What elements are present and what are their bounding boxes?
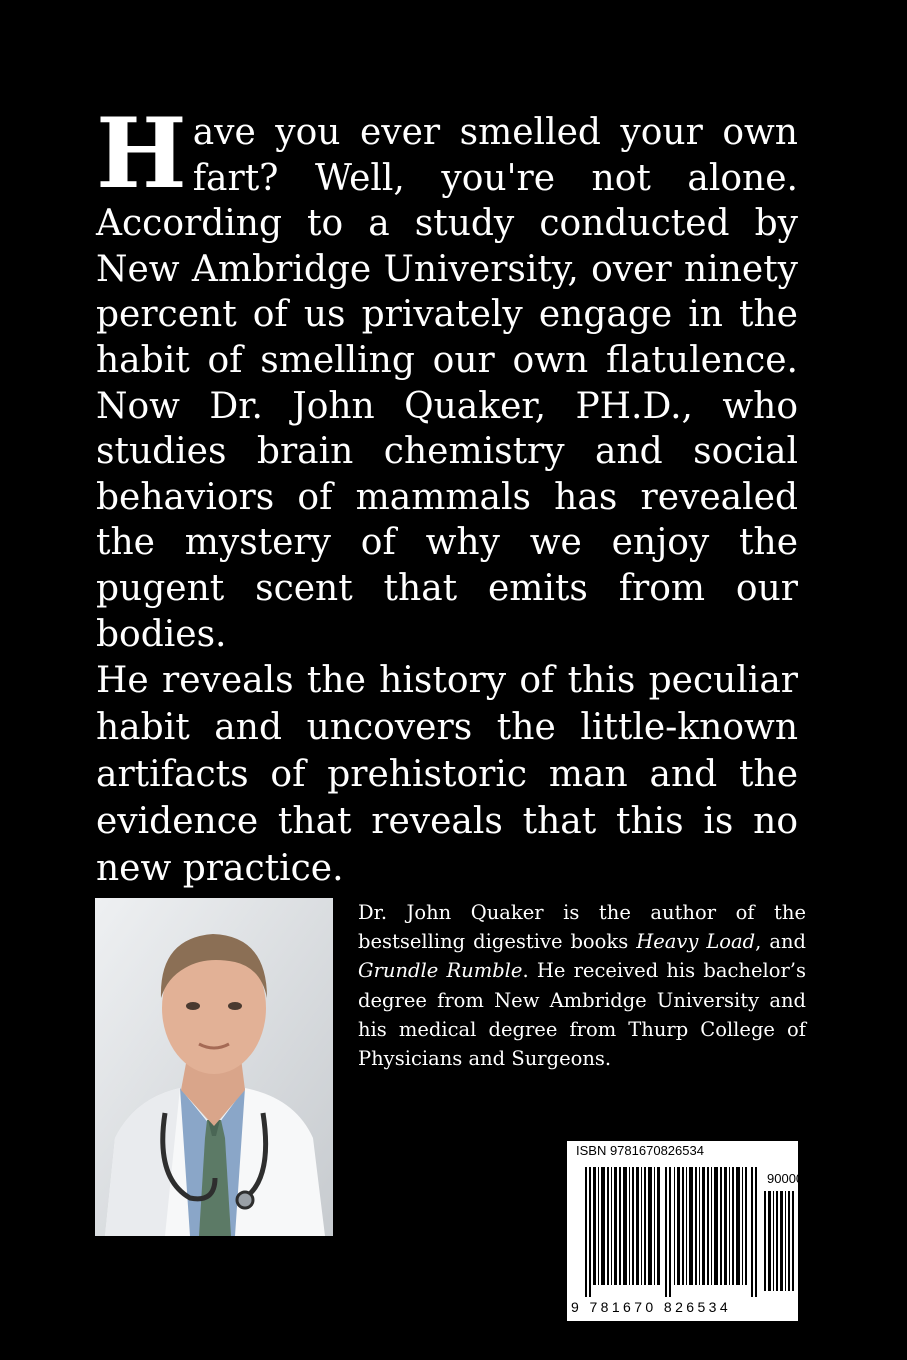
blurb-paragraph-1-text: ave you ever smelled your own fart? Well, you're not alone. According to a study conducted by New Ambridge University, over ninety percent of us privately engage in the habit of smelling our own flatulence. Now Dr. John Quaker, PH.D., who studies brain chemistry and social behaviors of mammals has revealed the mystery of why we enjoy the pugent scent that emits from our bodies. (96, 112, 798, 655)
blurb-paragraph-1 (96, 97, 798, 657)
book-title-heavy-load: Heavy Load (636, 930, 756, 954)
drop-cap: H (96, 97, 187, 210)
author-bio (358, 898, 806, 1073)
isbn-digits: 9 781670 826534 (571, 1299, 731, 1315)
barcode-bars-icon (585, 1167, 757, 1297)
price-code: 90000 (767, 1171, 804, 1186)
price-barcode-bars-icon (764, 1191, 794, 1291)
author-bio-text-1: Dr. John Quaker is the author of the bestselling digestive books (358, 901, 806, 954)
author-photo (95, 898, 333, 1236)
author-bio-text-2: , and (755, 930, 806, 954)
author-portrait-icon (95, 898, 333, 1236)
isbn-label: ISBN 9781670826534 (576, 1143, 704, 1158)
isbn-barcode (567, 1141, 804, 1321)
book-title-grundle-rumble: Grundle Rumble (358, 959, 523, 983)
author-bio-text-3: . He received his bachelor’s degree from New Ambridge University and his medical degree from Thurp College of Physicians and Surgeons. (358, 959, 807, 1071)
blurb-paragraph-2: He reveals the history of this peculiar habit and uncovers the little-known artifacts of prehistoric man and the evidence that reveals that this is no new practice. (96, 660, 798, 889)
